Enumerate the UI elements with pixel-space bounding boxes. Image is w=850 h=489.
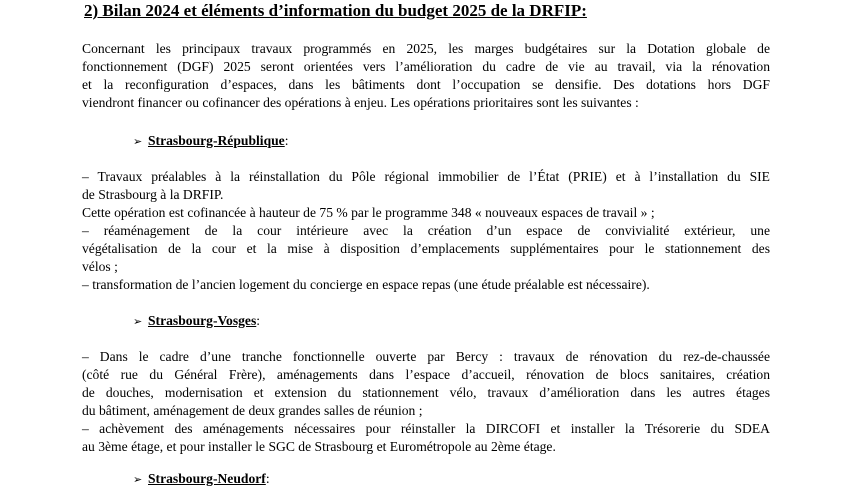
intro-line: Concernant les principaux travaux programmés en 2025, les marges budgétaires sur la Dotation globale de (82, 41, 770, 56)
intro-line: et la reconfiguration d’espaces, dans les bâtiments dont l’occupation se densifie. Des dotations hors DGF (82, 77, 770, 92)
arrow-bullet-icon: ➢ (133, 315, 143, 328)
section-title-republique (133, 132, 289, 151)
paragraph-line: du bâtiment, aménagement de deux grandes salles de réunion ; (82, 403, 423, 418)
vosges-paragraph (82, 348, 770, 456)
paragraph-line: – réaménagement de la cour intérieure avec la création d’un espace de convivialité extérieur, une (82, 223, 770, 238)
paragraph-line: de Strasbourg à la DRFIP. (82, 187, 224, 202)
arrow-bullet-icon: ➢ (133, 135, 143, 148)
paragraph-line: vélos ; (82, 259, 118, 274)
intro-paragraph (82, 40, 770, 112)
section-title-label: Strasbourg-Vosges (148, 313, 257, 328)
paragraph-line: de douches, modernisation et extension du stationnement vélo, travaux d’amélioration dans les autres étages (82, 385, 770, 400)
section-title-suffix: : (265, 471, 270, 486)
paragraph-line: – Travaux préalables à la réinstallation du Pôle régional immobilier de l’État (PRIE) et à l’installation du SIE (82, 169, 770, 184)
section-title-neudorf (133, 470, 270, 489)
paragraph-line: au 3ème étage, et pour installer le SGC de Strasbourg et Eurométropole au 2ème étage. (82, 439, 556, 454)
republique-paragraph (82, 168, 770, 294)
paragraph-line: – achèvement des aménagements nécessaires pour réinstaller la DIRCOFI et installer la Trésorerie du SDEA (82, 421, 770, 436)
paragraph-line: (côté rue du Général Frère), aménagements dans l’espace d’accueil, rénovation de blocs sanitaires, création (82, 367, 770, 382)
paragraph-line: Cette opération est cofinancée à hauteur de 75 % par le programme 348 « nouveaux espaces de travail » ; (82, 205, 655, 220)
paragraph-line: végétalisation de la cour et la mise à disposition d’emplacements supplémentaires pour le stationnement des (82, 241, 770, 256)
section-title-suffix: : (256, 313, 261, 328)
section-title-label: Strasbourg-République (148, 133, 285, 148)
paragraph-line: – Dans le cadre d’une tranche fonctionnelle ouverte par Bercy : travaux de rénovation du rez-de-chaussée (82, 349, 770, 364)
intro-line: fonctionnement (DGF) 2025 seront orientées vers l’amélioration du cadre de vie au travail, via la rénovation (82, 59, 770, 74)
section-heading: 2) Bilan 2024 et éléments d’information du budget 2025 de la DRFIP: (84, 1, 587, 20)
section-title-vosges (133, 312, 260, 331)
section-title-suffix: : (284, 133, 289, 148)
intro-line: viendront financer ou cofinancer des opérations à enjeu. Les opérations prioritaires sont les suivantes : (82, 95, 639, 110)
paragraph-line: – transformation de l’ancien logement du concierge en espace repas (une étude préalable est nécessaire). (82, 277, 650, 292)
arrow-bullet-icon: ➢ (133, 473, 143, 486)
section-title-label: Strasbourg-Neudorf (148, 471, 266, 486)
